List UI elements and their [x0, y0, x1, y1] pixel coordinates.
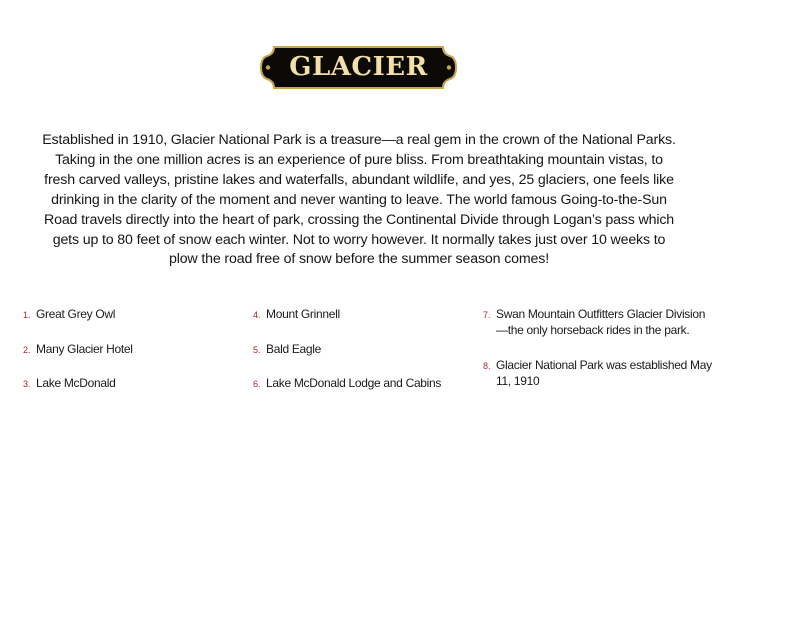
glacier-banner	[259, 45, 458, 90]
fact-number: 7.	[483, 310, 491, 320]
fact-item	[483, 357, 713, 389]
fact-number: 2.	[23, 344, 31, 355]
facts-list	[0, 306, 800, 426]
fact-number: 4.	[253, 310, 261, 320]
fact-item	[483, 306, 713, 357]
banner-title: GLACIER	[289, 52, 428, 82]
fact-number: 5.	[253, 344, 261, 355]
fact-text: Lake McDonald Lodge and Cabins	[266, 376, 442, 390]
fact-text: Great Grey Owl	[36, 307, 116, 321]
fact-item	[23, 306, 243, 341]
intro-paragraph: Established in 1910, Glacier National Park is a treasure—a real gem in the crown of the National Parks. Taking in the one million acres is an experience of pure bliss. From breathtaking mountain vistas, to fresh carved valleys, pristine lakes and waterfalls, abundant wildlife, and yes, 25 glaciers, one feels like drinking in the clarity of the moment and never wanting to leave. The world famous Going-to-the-Sun Road travels directly into the heart of park, crossing the Continental Divide through Logan’s pass which gets up to 80 feet of snow each winter. Not to worry however. It normally takes just over 10 weeks to plow the road free of snow before the summer season comes!	[42, 132, 676, 268]
facts-column-3	[483, 306, 713, 389]
fact-number: 3.	[23, 379, 31, 389]
fact-item	[253, 341, 473, 376]
fact-text: Swan Mountain Outfitters Glacier Division—the only horseback rides in the park.	[496, 307, 706, 337]
fact-text: Bald Eagle	[266, 341, 322, 356]
fact-text: Many Glacier Hotel	[36, 341, 133, 356]
fact-text: Mount Grinnell	[266, 307, 340, 321]
fact-item	[23, 341, 243, 376]
fact-item	[23, 375, 243, 410]
fact-text: Lake McDonald	[36, 376, 116, 390]
fact-number: 8.	[483, 361, 491, 371]
fact-number: 1.	[23, 310, 31, 320]
facts-column-1	[23, 306, 243, 410]
fact-text: Glacier National Park was established May 11, 1910	[496, 358, 712, 388]
facts-column-2	[253, 306, 473, 410]
fact-number: 6.	[253, 379, 261, 389]
fact-item	[253, 306, 473, 341]
fact-item	[253, 375, 473, 410]
